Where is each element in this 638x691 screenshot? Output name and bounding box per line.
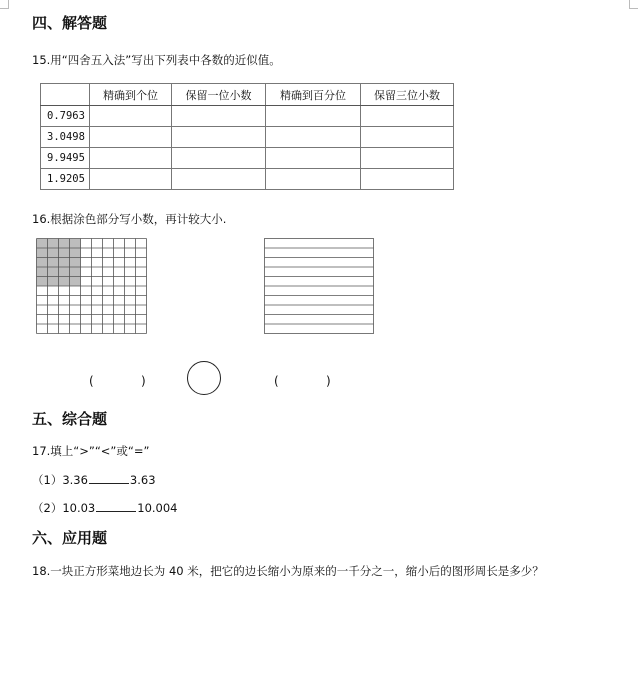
- answer-cell[interactable]: [266, 169, 361, 190]
- left-answer-blank[interactable]: [100, 372, 138, 390]
- comparison-item-2: [32, 500, 178, 516]
- table-row: [41, 148, 454, 169]
- answer-cell[interactable]: [361, 148, 454, 169]
- approximation-table: [40, 83, 454, 190]
- answer-cell[interactable]: [266, 106, 361, 127]
- section-4-title: 四、解答题: [32, 14, 108, 32]
- hundred-grid-figure: [36, 238, 147, 334]
- right-answer-paren-open: (: [274, 374, 279, 388]
- table-row: [41, 127, 454, 148]
- answer-cell[interactable]: [90, 148, 172, 169]
- comparison-item-2-right: 10.004: [137, 501, 178, 515]
- question-17-text: 17.填上“>”“<”或“=”: [32, 444, 150, 458]
- table-number-cell: 9.9495: [41, 148, 90, 169]
- answer-cell[interactable]: [90, 106, 172, 127]
- comparison-blank-1[interactable]: [89, 483, 129, 484]
- question-15-text: 15.用“四舍五入法”写出下列表中各数的近似值。: [32, 53, 281, 67]
- right-answer-blank[interactable]: [285, 372, 323, 390]
- section-6-title: 六、应用题: [32, 529, 108, 547]
- tenths-strips-figure: [264, 238, 375, 334]
- comparison-item-1-right: 3.63: [129, 473, 156, 487]
- answer-cell[interactable]: [90, 169, 172, 190]
- left-answer-paren-open: (: [89, 374, 94, 388]
- answer-cell[interactable]: [266, 148, 361, 169]
- table-header-row: [41, 84, 454, 106]
- right-answer-paren-close: ): [326, 374, 331, 388]
- table-header-cell: 保留一位小数: [172, 84, 266, 106]
- table-header-cell: 保留三位小数: [361, 84, 454, 106]
- answer-cell[interactable]: [172, 148, 266, 169]
- table-header-cell: 精确到个位: [90, 84, 172, 106]
- answer-cell[interactable]: [172, 106, 266, 127]
- table-number-cell: 3.0498: [41, 127, 90, 148]
- section-5-title: 五、综合题: [32, 410, 108, 428]
- comparison-blank-2[interactable]: [96, 511, 136, 512]
- table-row: [41, 169, 454, 190]
- table-number-cell: 0.7963: [41, 106, 90, 127]
- comparison-item-2-left: （2）10.03: [32, 501, 96, 515]
- answer-cell[interactable]: [361, 169, 454, 190]
- table-row: [41, 106, 454, 127]
- page-corner-mark-right: [629, 0, 638, 9]
- answer-cell[interactable]: [172, 169, 266, 190]
- page-corner-mark-left: [0, 0, 9, 9]
- table-header-cell: [41, 84, 90, 106]
- question-18-text: 18.一块正方形菜地边长为 40 米，把它的边长缩小为原来的一千分之一，缩小后的图形周长是多少？: [32, 564, 544, 578]
- answer-cell[interactable]: [266, 127, 361, 148]
- comparison-circle[interactable]: [187, 361, 221, 395]
- table-header-cell: 精确到百分位: [266, 84, 361, 106]
- answer-cell[interactable]: [90, 127, 172, 148]
- left-answer-paren-close: ): [141, 374, 146, 388]
- question-16-text: 16.根据涂色部分写小数，再计较大小.: [32, 212, 227, 226]
- comparison-item-1-left: （1）3.36: [32, 473, 88, 487]
- answer-cell[interactable]: [361, 127, 454, 148]
- answer-cell[interactable]: [361, 106, 454, 127]
- answer-cell[interactable]: [172, 127, 266, 148]
- comparison-item-1: [32, 472, 156, 488]
- table-number-cell: 1.9205: [41, 169, 90, 190]
